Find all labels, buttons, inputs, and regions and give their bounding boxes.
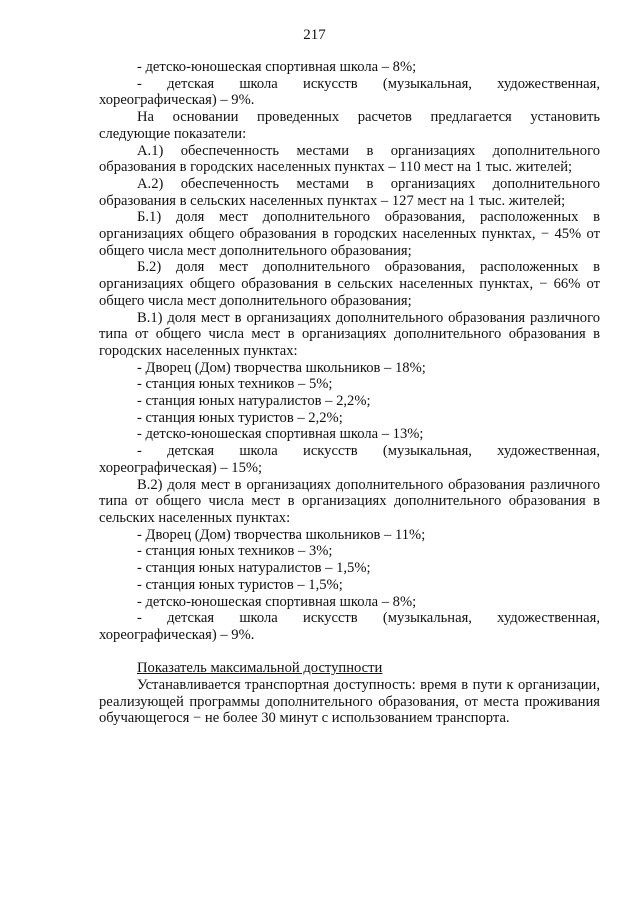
list-item: - станция юных туристов – 2,2%;: [137, 409, 343, 426]
paragraph: Б.2) доля мест дополнительного образования, расположенных в организациях общего образования в сельских населенных пунктах, − 66% от общего числа мест дополнительного образования;: [99, 259, 600, 309]
list-item: - станция юных техников – 5%;: [137, 376, 333, 393]
list-item: - детско-юношеская спортивная школа – 8%;: [137, 593, 417, 610]
page-number: 217: [303, 27, 326, 43]
blank-line: [99, 644, 600, 661]
paragraph: Устанавливается транспортная доступность: время в пути к организации, реализующей программы дополнительного образования, от места проживания обучающегося − не более 30 минут с использованием транспорта.: [99, 677, 600, 727]
list-item: - станция юных туристов – 1,5%;: [137, 576, 343, 593]
paragraph: - детская школа искусств (музыкальная, художественная, хореографическая) – 9%.: [99, 75, 600, 109]
list-item: - детская школа искусств (музыкальная, художественная, хореографическая) – 15%;: [99, 443, 600, 476]
list-item: - станция юных натуралистов – 1,5%;: [137, 560, 371, 577]
paragraph: А.2) обеспеченность местами в организациях дополнительного образования в сельских населенных пунктах – 127 мест на 1 тыс. жителей;: [99, 175, 600, 209]
list-item: - детская школа искусств (музыкальная, художественная, хореографическая) – 9%.: [99, 610, 600, 643]
paragraph: На основании проведенных расчетов предлагается установить следующие показатели:: [99, 109, 600, 142]
list-item: - станция юных натуралистов – 2,2%;: [137, 393, 371, 410]
section-heading: [99, 660, 600, 677]
paragraph: В.1) доля мест в организациях дополнительного образования различного типа от общего числа мест в организациях дополнительного образования в городских населенных пунктах:: [99, 309, 600, 359]
list-item: - станция юных техников – 3%;: [137, 543, 333, 560]
section-heading-text: Показатель максимальной доступности: [137, 660, 383, 677]
list-item: - Дворец (Дом) творчества школьников – 18%;: [137, 359, 426, 376]
document-body: [99, 59, 600, 727]
list-item: - Дворец (Дом) творчества школьников – 11%;: [137, 526, 426, 543]
paragraph: Б.1) доля мест дополнительного образования, расположенных в организациях общего образования в городских населенных пунктах, − 45% от общего числа мест дополнительного образования;: [99, 209, 600, 259]
paragraph: В.2) доля мест в организациях дополнительного образования различного типа от общего числа мест в организациях дополнительного образования в сельских населенных пунктах:: [99, 476, 600, 526]
paragraph: А.1) обеспеченность местами в организациях дополнительного образования в городских населенных пунктах – 110 мест на 1 тыс. жителей;: [99, 142, 600, 176]
paragraph: - детско-юношеская спортивная школа – 8%;: [137, 59, 417, 75]
list-item: - детско-юношеская спортивная школа – 13%;: [137, 426, 424, 443]
